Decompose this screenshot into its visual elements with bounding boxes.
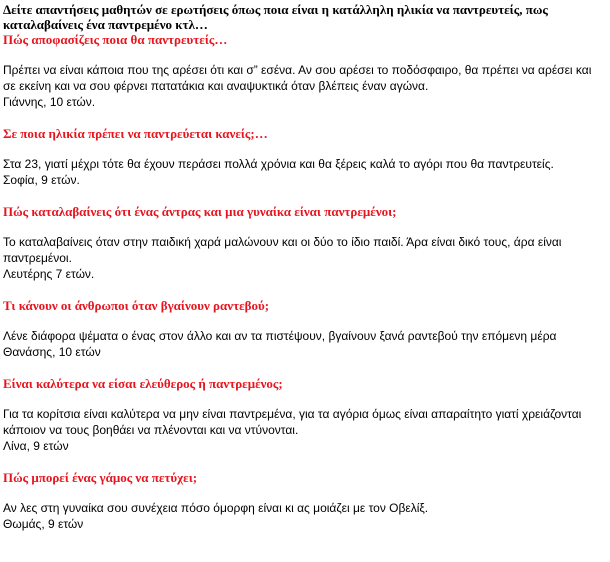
answer-author: Σοφία, 9 ετών. xyxy=(3,173,80,187)
answer-text: Για τα κορίτσια είναι καλύτερα να μην είναι παντρεμένα, για τα αγόρια όμως είναι απαραίτητο γιατί χρειάζονται κάποιον να τους βοηθάει να πλένονται και να ντύνονται. xyxy=(3,407,582,437)
question-heading: Πώς μπορεί ένας γάμος να πετύχει; xyxy=(3,470,198,485)
answer-author: Γιάννης, 10 ετών. xyxy=(3,95,96,109)
article-body xyxy=(3,2,607,532)
answer-text: Πρέπει να είναι κάποια που της αρέσει ότι και σ” εσένα. Αν σου αρέσει το ποδόσφαιρο, θα πρέπει να αρέσει και σε εκείνη και να σου φέρνει πατατάκια και αναψυκτικά όταν βλέπεις έναν αγώνα. xyxy=(3,63,592,93)
qa-section-1 xyxy=(3,32,607,126)
question-heading: Τι κάνουν οι άνθρωποι όταν βγαίνουν ραντεβού; xyxy=(3,298,270,313)
question-heading: Σε ποια ηλικία πρέπει να παντρεύεται κανείς;… xyxy=(3,126,268,141)
answer-text: Το καταλαβαίνεις όταν στην παιδική χαρά μαλώνουν και οι δύο το ίδιο παιδί. Άρα είναι δικό τους, άρα είναι παντρεμένοι. xyxy=(3,235,562,265)
answer-text: Λένε διάφορα ψέματα ο ένας στον άλλο και αν τα πιστέψουν, βγαίνουν ξανά ραντεβού την επόμενη μέρα xyxy=(3,329,557,343)
answer-text: Στα 23, γιατί μέχρι τότε θα έχουν περάσει πολλά χρόνια και θα ξέρεις καλά το αγόρι που θα παντρευτείς. xyxy=(3,157,554,171)
qa-section-3 xyxy=(3,204,607,298)
question-heading: Πώς αποφασίζεις ποια θα παντρευτείς… xyxy=(3,32,228,47)
intro-text: Δείτε απαντήσεις μαθητών σε ερωτήσεις όπως ποια είναι η κατάλληλη ηλικία να παντρευτείς, πως καταλαβαίνεις ένα παντρεμένο κτλ… xyxy=(3,2,548,32)
qa-section-5 xyxy=(3,376,607,470)
answer-author: Λίνα, 9 ετών xyxy=(3,439,69,453)
question-heading: Είναι καλύτερα να είσαι ελεύθερος ή παντρεμένος; xyxy=(3,376,283,391)
answer-author: Θανάσης, 10 ετών xyxy=(3,345,101,359)
qa-section-6 xyxy=(3,470,607,532)
qa-section-2 xyxy=(3,126,607,204)
answer-author: Λευτέρης 7 ετών. xyxy=(3,267,95,281)
question-heading: Πώς καταλαβαίνεις ότι ένας άντρας και μια γυναίκα είναι παντρεμένοι; xyxy=(3,204,397,219)
answer-author: Θωμάς, 9 ετών xyxy=(3,517,84,531)
qa-section-4 xyxy=(3,298,607,376)
answer-text: Αν λες στη γυναίκα σου συνέχεια πόσο όμορφη είναι κι ας μοιάζει με τον Οβελίξ. xyxy=(3,501,429,515)
